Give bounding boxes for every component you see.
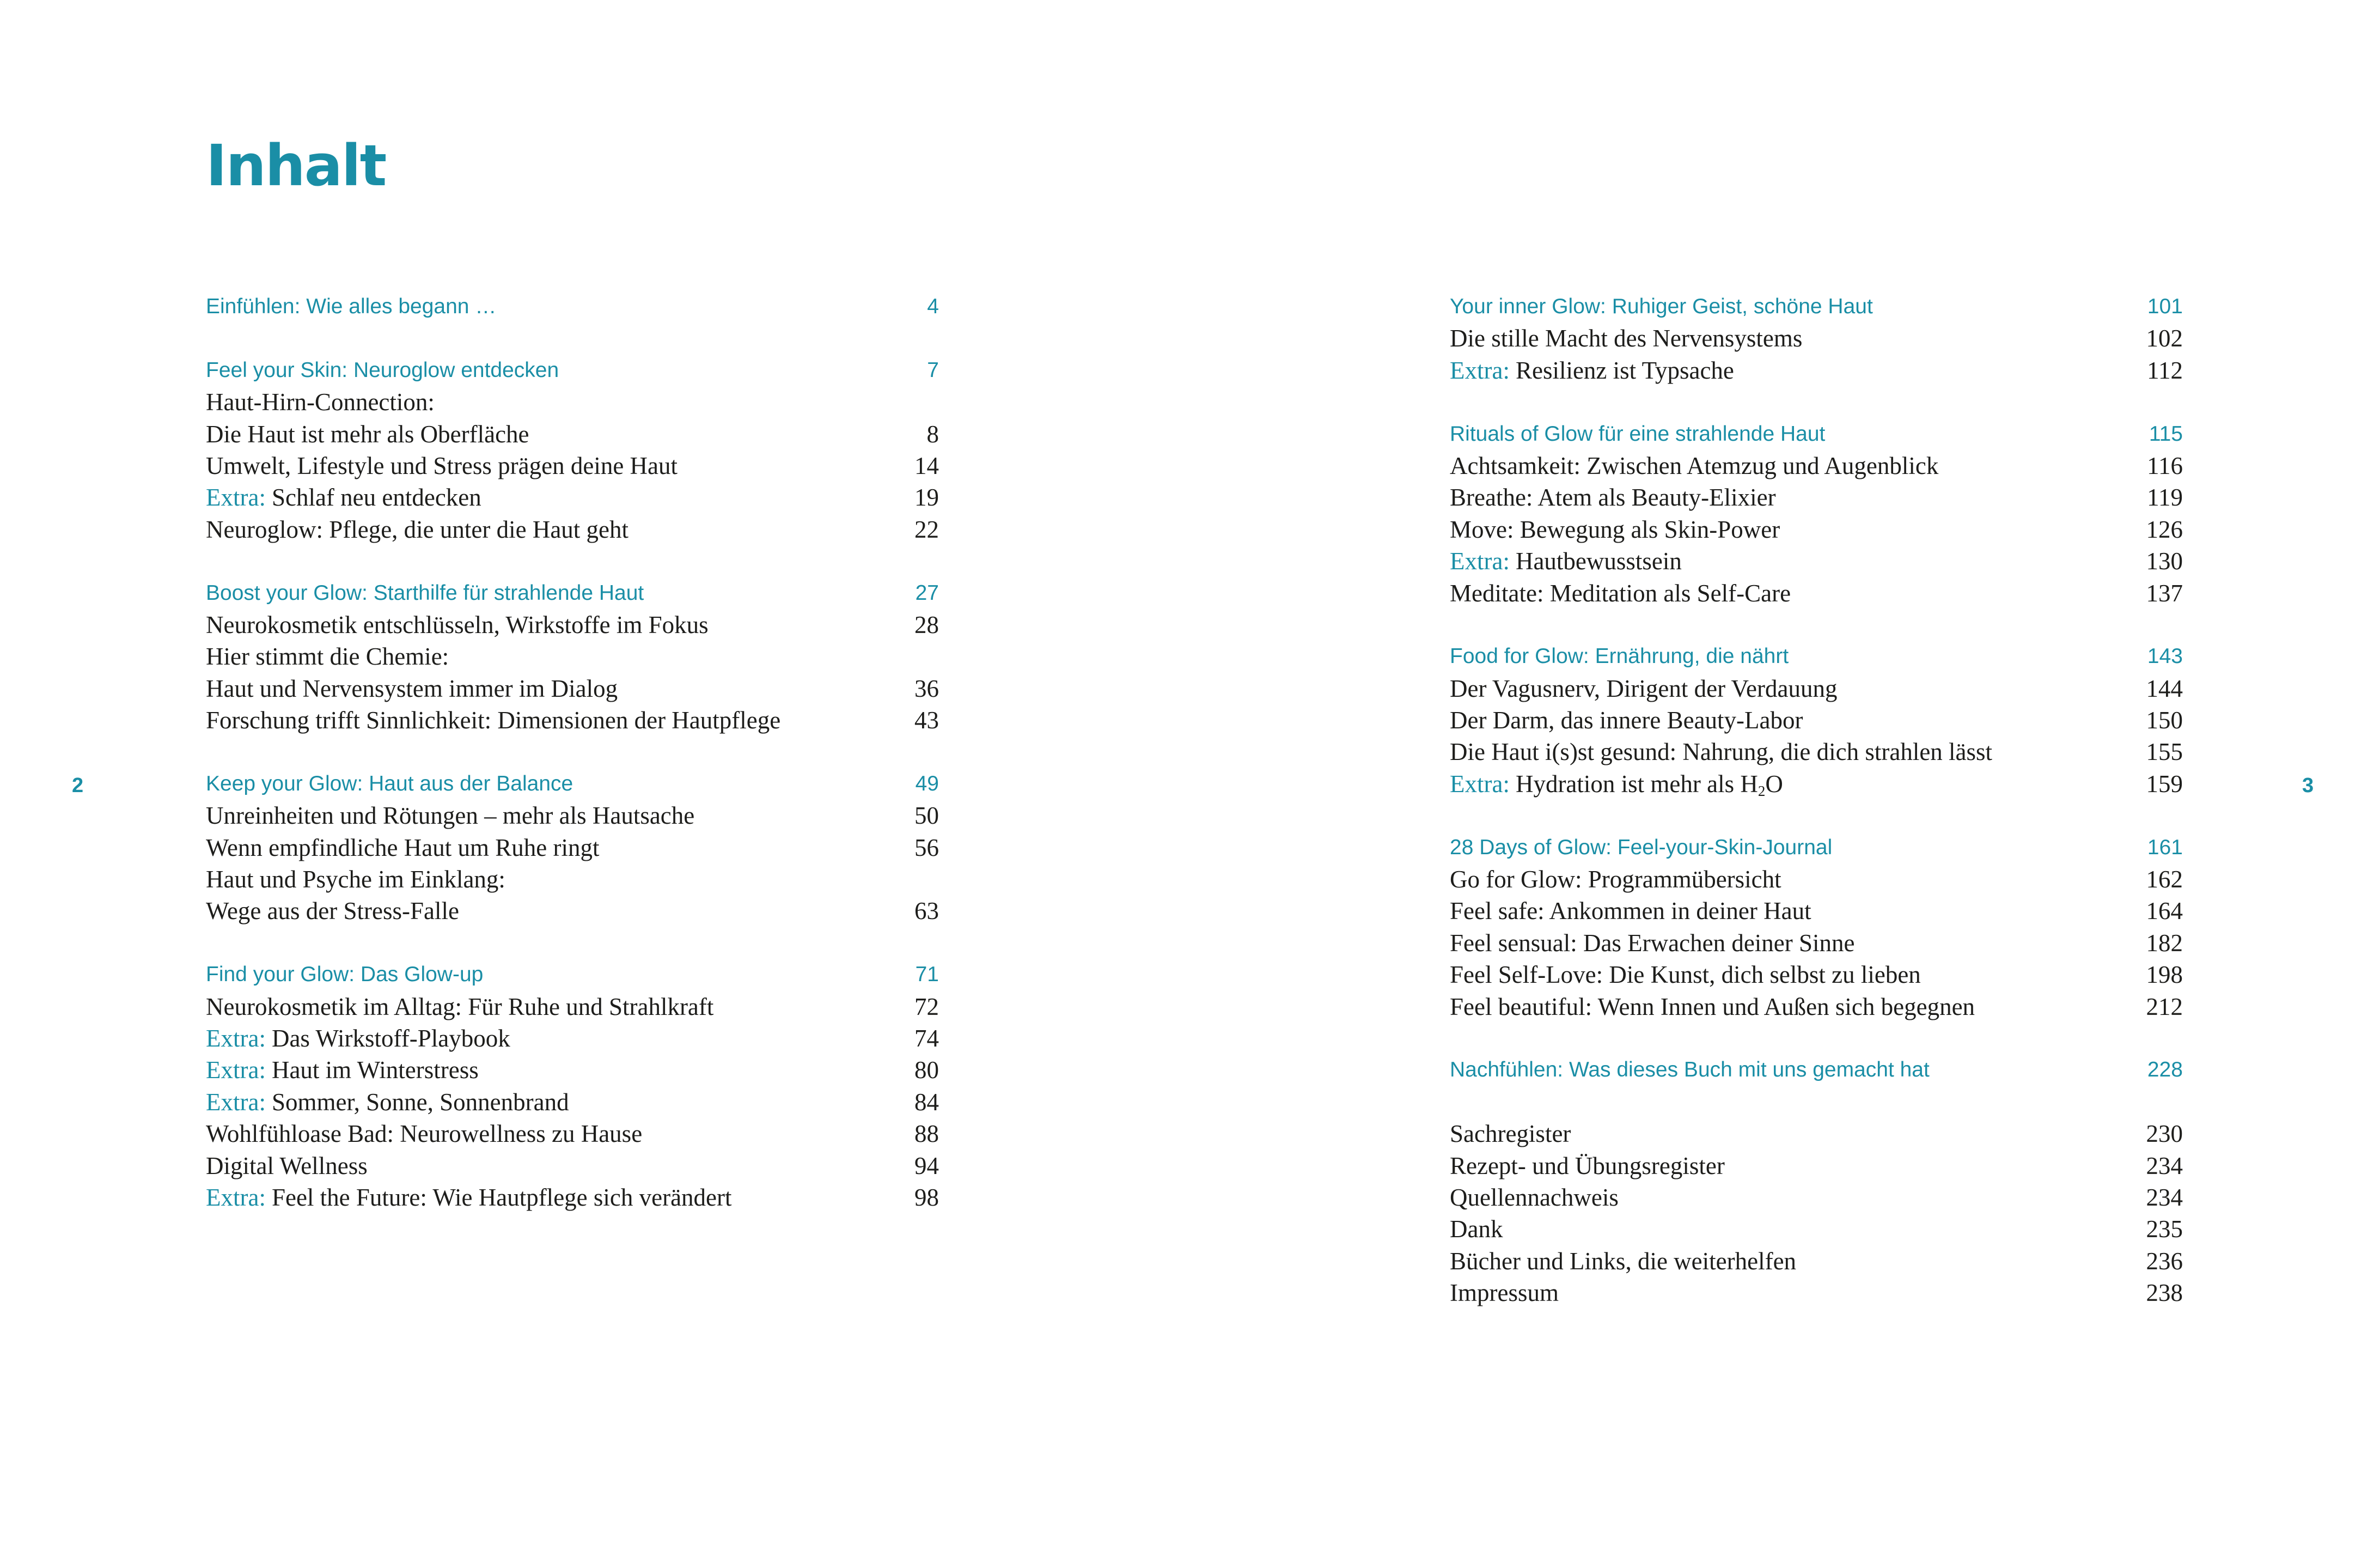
toc-page-number: 49 [915, 771, 939, 795]
toc-page-number: 56 [914, 834, 939, 861]
entry-text: Breathe: Atem als Beauty-Elixier [1450, 484, 1776, 512]
toc-entry-title [1450, 895, 1811, 927]
toc-entry-title [1450, 1118, 1571, 1149]
toc-entry [206, 1118, 939, 1149]
toc-entry [1450, 355, 2183, 386]
toc-page-number: 63 [914, 897, 939, 925]
entry-text: Feel Self-Love: Die Kunst, dich selbst zu lieben [1450, 961, 1921, 989]
toc-page-number: 94 [914, 1152, 939, 1179]
entry-text: Feel beautiful: Wenn Innen und Außen sich begegnen [1450, 993, 1975, 1020]
extra-label: Extra: [1450, 356, 1510, 384]
toc-left-column [206, 291, 939, 1213]
extra-label: Extra: [1450, 548, 1510, 575]
toc-entry [206, 832, 939, 863]
toc-entry-title [206, 1054, 479, 1086]
entry-text: Resilienz ist Typsache [1515, 356, 1734, 384]
entry-text: Wohlfühloase Bad: Neurowellness zu Hause [206, 1120, 643, 1148]
extra-label: Extra: [206, 1024, 266, 1052]
toc-page-number: 27 [915, 581, 939, 605]
toc-entry [1450, 1150, 2183, 1182]
toc-entry-title [206, 1023, 510, 1054]
toc-page-number: 112 [2147, 356, 2183, 384]
entry-text: Das Wirkstoff-Playbook [271, 1024, 510, 1052]
extra-label: Extra: [1450, 770, 1510, 798]
toc-entry-title [206, 863, 505, 895]
toc-entry [206, 1054, 939, 1086]
toc-entry-title [1450, 673, 1837, 704]
toc-page-number: 22 [914, 515, 939, 543]
toc-page-number: 28 [914, 611, 939, 638]
toc-page-number: 8 [926, 420, 939, 448]
toc-entry-title [1450, 736, 1992, 768]
toc-entry-title [1450, 418, 1825, 450]
toc-entry [206, 386, 939, 418]
toc-entry-title [206, 577, 644, 609]
toc-entry [206, 863, 939, 895]
section-gap [1450, 800, 2183, 831]
toc-entry-title [206, 450, 678, 482]
toc-page-number: 116 [2147, 452, 2183, 479]
entry-text: Feel sensual: Das Erwachen deiner Sinne [1450, 929, 1855, 957]
toc-page-number: 7 [927, 358, 939, 382]
entry-text: Neuroglow: Pflege, die unter die Haut geht [206, 515, 629, 543]
entry-text: Go for Glow: Programmübersicht [1450, 866, 1781, 893]
toc-page-number: 36 [914, 674, 939, 702]
toc-page-number: 144 [2146, 674, 2183, 702]
entry-text: Haut und Nervensystem immer im Dialog [206, 674, 618, 702]
entry-text: Haut-Hirn-Connection: [206, 388, 435, 416]
toc-entry [1450, 482, 2183, 513]
entry-text: Haut im Winterstress [271, 1056, 479, 1084]
toc-entry [206, 673, 939, 704]
entry-text: Sommer, Sonne, Sonnenbrand [271, 1088, 569, 1116]
toc-page-number: 198 [2146, 961, 2183, 989]
entry-text: Feel the Future: Wie Hautpflege sich verändert [271, 1183, 732, 1211]
toc-page-number: 162 [2146, 866, 2183, 893]
toc-page-number: 88 [914, 1120, 939, 1148]
toc-entry-title [1450, 927, 1855, 959]
entry-text: Find your Glow: Das Glow-up [206, 963, 484, 987]
entry-text: Der Vagusnerv, Dirigent der Verdauung [1450, 674, 1838, 702]
toc-entry-title [1450, 450, 1938, 482]
toc-right-column [1450, 291, 2183, 1309]
toc-entry-title [206, 832, 599, 863]
toc-page-number: 161 [2147, 835, 2183, 859]
toc-page-number: 4 [927, 295, 939, 318]
toc-section-heading [1450, 418, 2183, 450]
toc-entry-title [1450, 768, 1783, 800]
entry-text: Nachfühlen: Was dieses Buch mit uns gemacht hat [1450, 1058, 1930, 1082]
entry-text: Boost your Glow: Starthilfe für strahlende Haut [206, 581, 644, 605]
toc-entry [206, 704, 939, 736]
page-title: Inhalt [206, 132, 386, 199]
entry-text: Sachregister [1450, 1120, 1571, 1148]
entry-text: Einfühlen: Wie alles begann … [206, 295, 497, 318]
toc-entry-title [1450, 355, 1734, 386]
toc-entry [1450, 895, 2183, 927]
entry-text: Neurokosmetik im Alltag: Für Ruhe und Strahlkraft [206, 993, 714, 1020]
entry-text: Umwelt, Lifestyle und Stress prägen deine Haut [206, 452, 678, 479]
toc-page-number: 234 [2146, 1183, 2183, 1211]
toc-entry-title [206, 768, 573, 800]
toc-entry-title [206, 1086, 569, 1118]
toc-entry-title [1450, 545, 1682, 577]
toc-entry-title [1450, 1277, 1559, 1309]
toc-section-heading [206, 959, 939, 990]
toc-entry [1450, 545, 2183, 577]
toc-section-heading [206, 291, 939, 323]
toc-entry [1450, 863, 2183, 895]
toc-entry-title [206, 895, 459, 927]
entry-text: Feel your Skin: Neuroglow entdecken [206, 358, 559, 382]
toc-entry-title [1450, 1150, 1725, 1182]
toc-page-number: 155 [2146, 738, 2183, 766]
toc-section-heading [1450, 832, 2183, 863]
toc-entry [206, 1023, 939, 1054]
toc-entry [206, 514, 939, 545]
toc-entry-title [1450, 291, 1873, 323]
toc-entry-title [206, 1118, 642, 1149]
toc-entry-title [206, 959, 483, 990]
toc-entry-title [206, 800, 694, 831]
toc-page-number: 101 [2147, 295, 2183, 318]
toc-entry [206, 609, 939, 641]
extra-label: Extra: [206, 1056, 266, 1084]
toc-page-number: 235 [2146, 1215, 2183, 1243]
entry-text: Haut und Psyche im Einklang: [206, 866, 505, 893]
entry-text-tail: O [1765, 770, 1783, 798]
toc-entry [1450, 959, 2183, 990]
toc-entry [1450, 1277, 2183, 1309]
entry-text: Unreinheiten und Rötungen – mehr als Hautsache [206, 802, 695, 830]
toc-entry-title [1450, 991, 1975, 1023]
toc-entry [1450, 514, 2183, 545]
toc-entry [1450, 673, 2183, 704]
entry-text: Die Haut i(s)st gesund: Nahrung, die dich strahlen lässt [1450, 738, 1993, 766]
toc-page-number: 164 [2146, 897, 2183, 925]
toc-entry [1450, 736, 2183, 768]
toc-page-number: 43 [914, 707, 939, 734]
toc-page-number: 236 [2146, 1247, 2183, 1275]
toc-entry-title [1450, 641, 1789, 672]
toc-entry [1450, 323, 2183, 354]
entry-text: Wege aus der Stress-Falle [206, 897, 459, 925]
entry-text: Move: Bewegung als Skin-Power [1450, 515, 1780, 543]
toc-page-number: 14 [914, 452, 939, 479]
toc-entry-title [1450, 1245, 1796, 1277]
toc-page-number: 228 [2147, 1058, 2183, 1082]
entry-text: Feel safe: Ankommen in deiner Haut [1450, 897, 1811, 925]
entry-text: Rituals of Glow für eine strahlende Haut [1450, 422, 1826, 446]
toc-page-number: 80 [914, 1056, 939, 1084]
toc-entry [206, 482, 939, 513]
toc-entry [206, 1150, 939, 1182]
toc-page-number: 19 [914, 484, 939, 512]
toc-entry-title [1450, 514, 1780, 545]
toc-page-number: 234 [2146, 1152, 2183, 1179]
toc-entry [1450, 450, 2183, 482]
toc-entry [206, 800, 939, 831]
entry-text: Meditate: Meditation als Self-Care [1450, 579, 1791, 607]
toc-entry-title [1450, 1182, 1619, 1213]
section-gap [1450, 1086, 2183, 1118]
toc-page-number: 130 [2146, 548, 2183, 575]
section-gap [206, 545, 939, 577]
entry-text: Hier stimmt die Chemie: [206, 643, 449, 671]
toc-page-number: 72 [914, 993, 939, 1020]
toc-entry-title [1450, 482, 1776, 513]
entry-text: Schlaf neu entdecken [271, 484, 481, 512]
toc-section-heading [1450, 641, 2183, 672]
section-gap [206, 927, 939, 959]
toc-page-number: 212 [2146, 993, 2183, 1020]
entry-text: Keep your Glow: Haut aus der Balance [206, 771, 573, 795]
entry-text: 28 Days of Glow: Feel-your-Skin-Journal [1450, 835, 1833, 859]
extra-label: Extra: [206, 1088, 266, 1116]
toc-entry-title [206, 704, 780, 736]
toc-entry [1450, 1118, 2183, 1149]
entry-text: Forschung trifft Sinnlichkeit: Dimensionen der Hautpflege [206, 707, 781, 734]
entry-text: Digital Wellness [206, 1152, 368, 1179]
toc-section-heading [206, 355, 939, 386]
entry-text: Die Haut ist mehr als Oberfläche [206, 420, 529, 448]
toc-page-number: 84 [914, 1088, 939, 1116]
entry-text: Hautbewusstsein [1515, 548, 1682, 575]
toc-page-number: 102 [2146, 325, 2183, 352]
entry-text: Der Darm, das innere Beauty-Labor [1450, 707, 1803, 734]
toc-page-number: 71 [915, 963, 939, 987]
extra-label: Extra: [206, 1183, 266, 1211]
toc-entry [206, 1182, 939, 1213]
toc-entry [1450, 1245, 2183, 1277]
toc-entry-title [206, 1182, 732, 1213]
toc-entry-title [206, 641, 449, 672]
toc-page-number: 230 [2146, 1120, 2183, 1148]
entry-text: Quellennachweis [1450, 1183, 1619, 1211]
toc-page-number: 137 [2146, 579, 2183, 607]
toc-entry-title [1450, 577, 1791, 609]
toc-entry [1450, 704, 2183, 736]
section-gap [206, 736, 939, 768]
entry-text: Impressum [1450, 1279, 1559, 1307]
toc-entry-title [206, 386, 435, 418]
toc-entry-title [206, 991, 713, 1023]
toc-entry [206, 450, 939, 482]
toc-entry [1450, 1213, 2183, 1245]
toc-entry [206, 895, 939, 927]
toc-entry-title [206, 1150, 368, 1182]
page-number-left: 2 [72, 774, 84, 797]
entry-text: Food for Glow: Ernährung, die nährt [1450, 644, 1789, 668]
toc-page-number: 126 [2146, 515, 2183, 543]
entry-text: Neurokosmetik entschlüsseln, Wirkstoffe im Fokus [206, 611, 709, 638]
section-gap [1450, 609, 2183, 641]
toc-entry-title [206, 418, 529, 450]
toc-page-number: 238 [2146, 1279, 2183, 1307]
toc-entry-title [206, 609, 709, 641]
toc-entry-title [1450, 863, 1781, 895]
toc-page-number: 143 [2147, 644, 2183, 668]
entry-text: Achtsamkeit: Zwischen Atemzug und Augenblick [1450, 452, 1939, 479]
toc-entry-title [1450, 1054, 1930, 1086]
toc-section-heading [206, 768, 939, 800]
page-number-right: 3 [2302, 774, 2314, 797]
toc-page-number: 115 [2149, 422, 2183, 446]
entry-text: Bücher und Links, die weiterhelfen [1450, 1247, 1797, 1275]
toc-entry [1450, 768, 2183, 800]
toc-entry-title [1450, 323, 1802, 354]
toc-section-heading [206, 577, 939, 609]
section-gap [206, 323, 939, 354]
toc-entry [1450, 991, 2183, 1023]
subscript: 2 [1757, 782, 1766, 799]
toc-entry [1450, 927, 2183, 959]
toc-entry-title [206, 514, 628, 545]
section-gap [1450, 1023, 2183, 1054]
toc-page-number: 159 [2146, 770, 2183, 798]
toc-entry-title [1450, 832, 1832, 863]
entry-text: Your inner Glow: Ruhiger Geist, schöne Haut [1450, 295, 1873, 318]
toc-entry [1450, 577, 2183, 609]
toc-section-heading [1450, 291, 2183, 323]
toc-entry-title [1450, 704, 1803, 736]
toc-entry [206, 991, 939, 1023]
toc-entry-title [206, 291, 496, 323]
toc-page-number: 150 [2146, 707, 2183, 734]
entry-text: Hydration ist mehr als H [1515, 770, 1758, 798]
toc-entry [206, 418, 939, 450]
entry-text: Rezept- und Übungsregister [1450, 1152, 1725, 1179]
toc-entry-title [206, 673, 618, 704]
toc-page-number: 50 [914, 802, 939, 830]
toc-section-heading [1450, 1054, 2183, 1086]
section-gap [1450, 386, 2183, 418]
toc-entry-title [1450, 959, 1921, 990]
toc-entry-title [206, 482, 481, 513]
toc-entry [206, 641, 939, 672]
toc-page-number: 119 [2147, 484, 2183, 512]
entry-text: Die stille Macht des Nervensystems [1450, 325, 1803, 352]
toc-page-number: 98 [914, 1183, 939, 1211]
entry-text: Dank [1450, 1215, 1503, 1243]
extra-label: Extra: [206, 484, 266, 512]
toc-entry-title [1450, 1213, 1503, 1245]
toc-page-number: 182 [2146, 929, 2183, 957]
toc-page-number: 74 [914, 1024, 939, 1052]
toc-entry-title [206, 355, 559, 386]
entry-text: Wenn empfindliche Haut um Ruhe ringt [206, 834, 600, 861]
toc-entry [206, 1086, 939, 1118]
toc-entry [1450, 1182, 2183, 1213]
